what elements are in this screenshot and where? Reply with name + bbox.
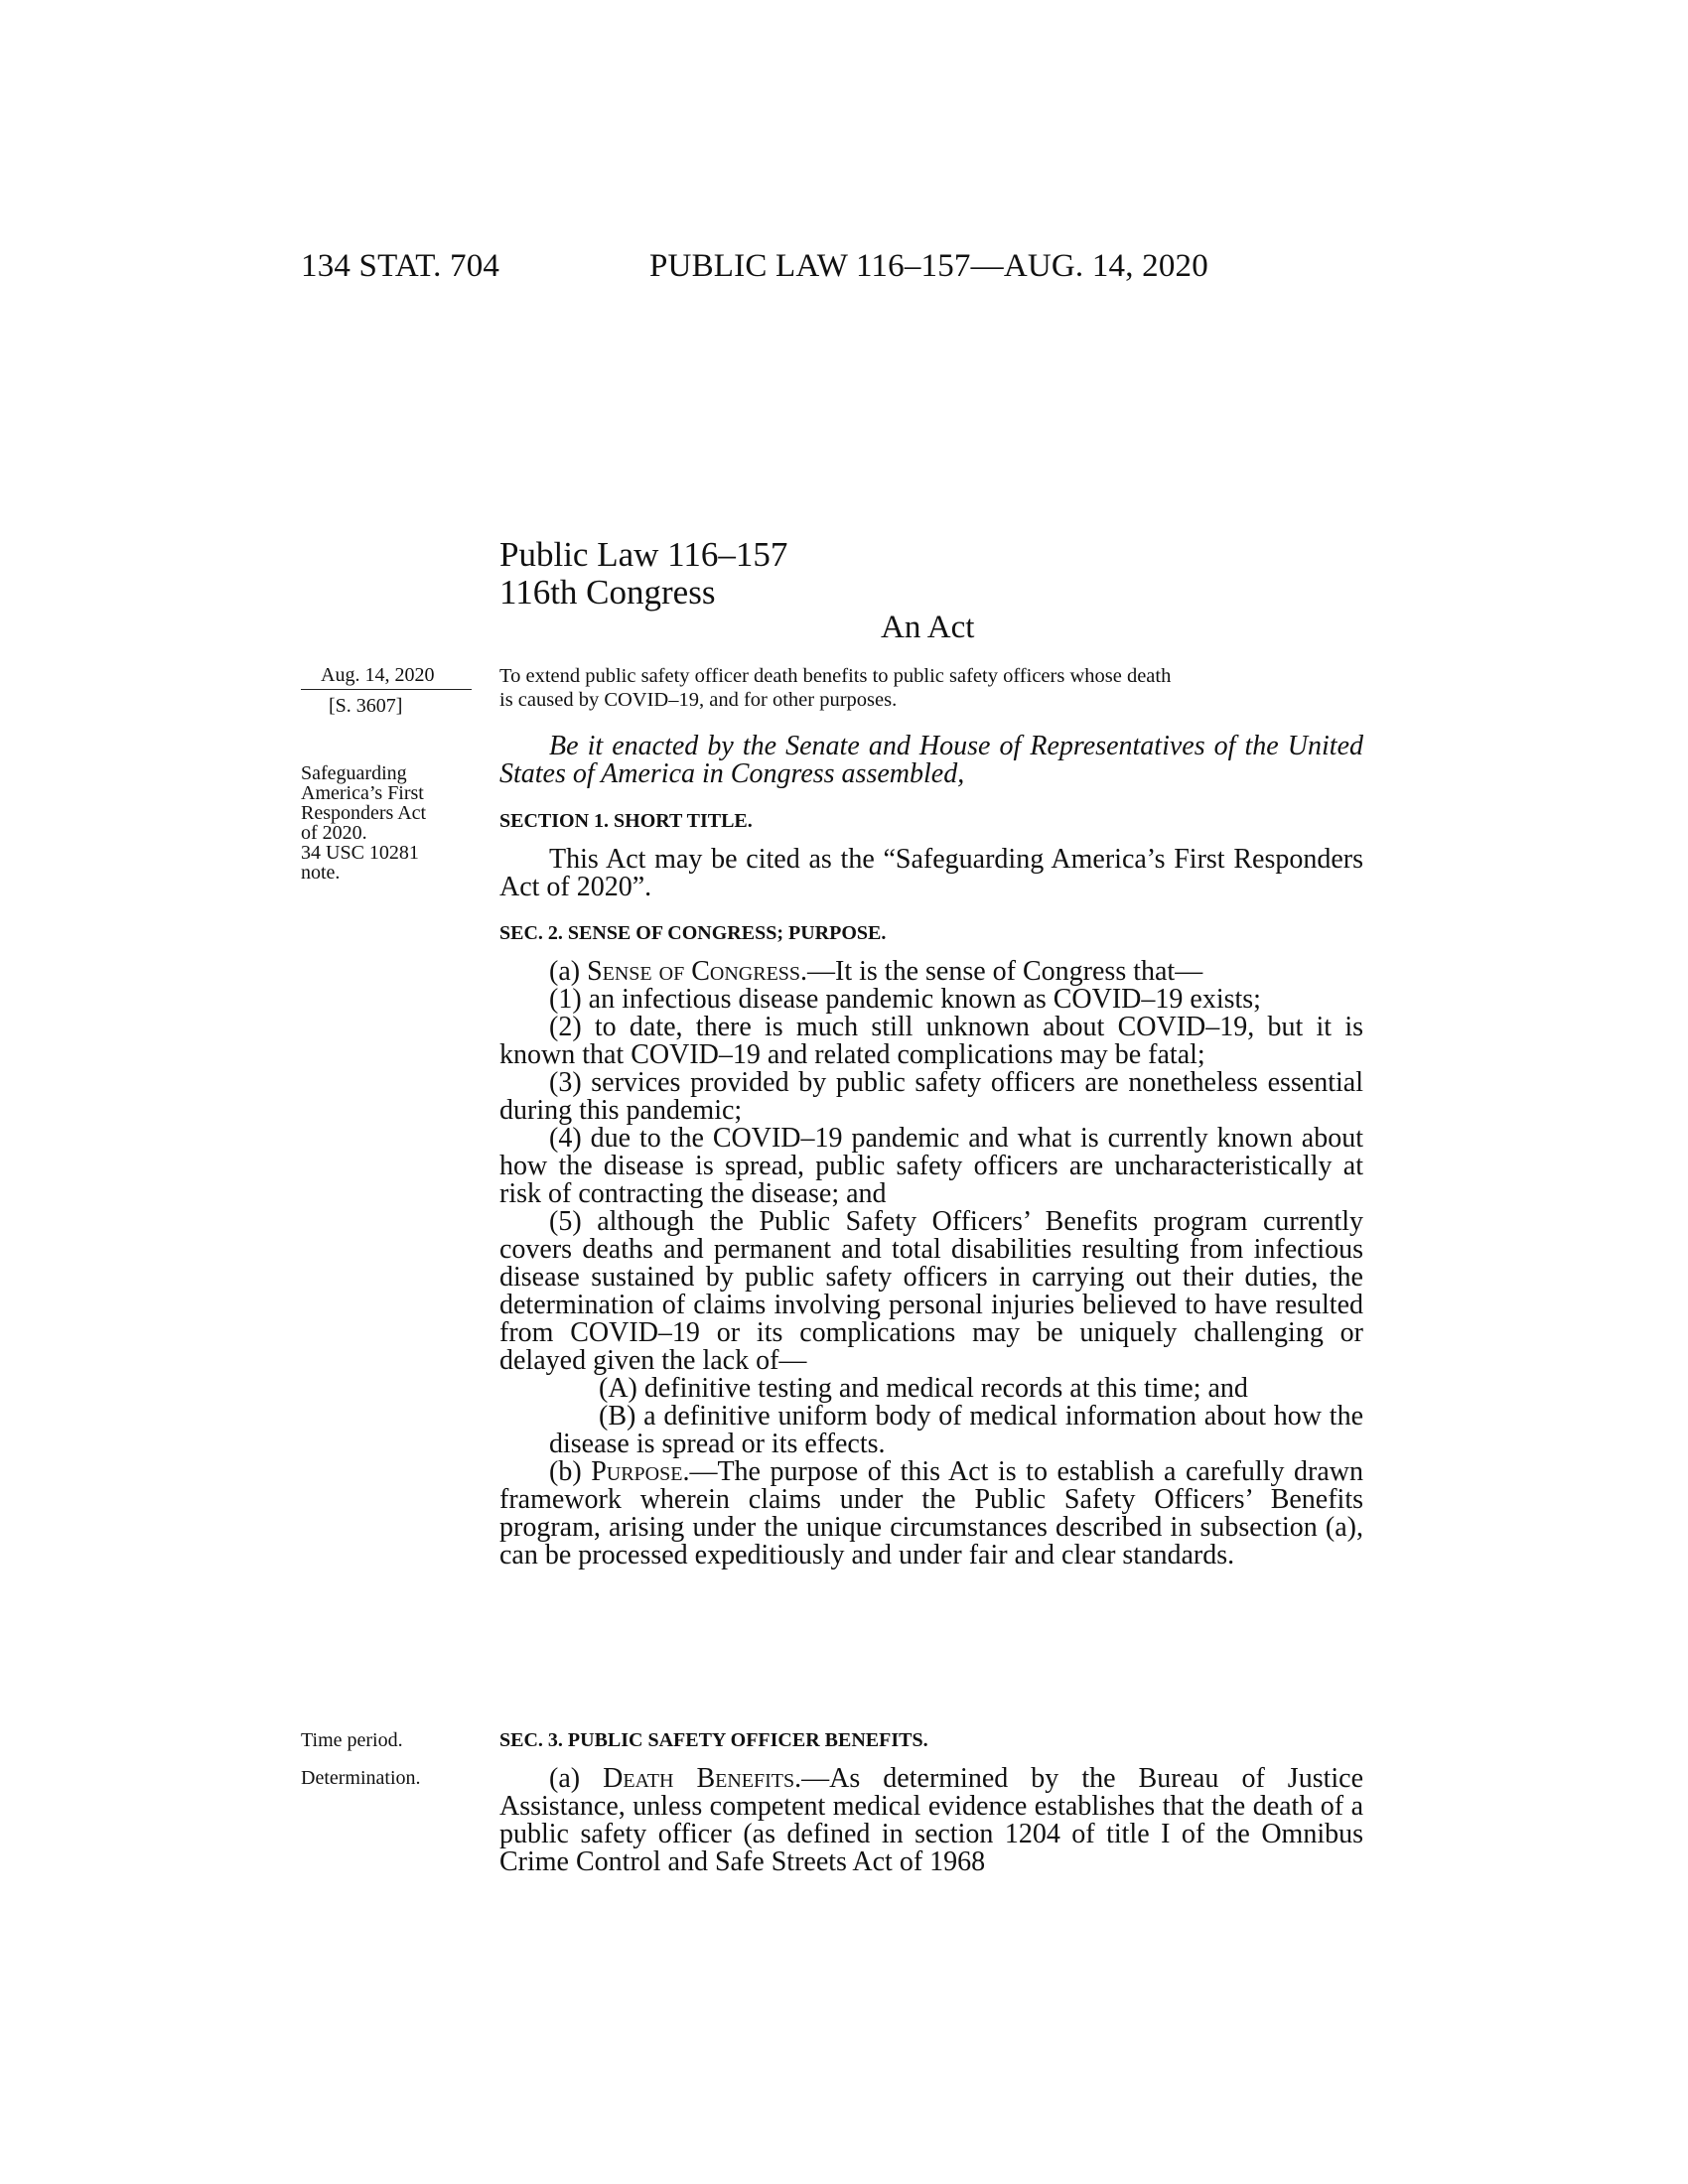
margin-note-line: Responders Act (301, 802, 427, 824)
section-3-subsection-a (499, 1765, 1363, 1876)
subparagraph-a: (A) definitive testing and medical records at this time; and (599, 1373, 1248, 1404)
stat-page-number: 134 STAT. 704 (301, 248, 500, 284)
enacting-clause-block (499, 733, 1363, 788)
public-law-title: Public Law 116–157 (499, 535, 788, 574)
long-title (499, 664, 1363, 712)
section-2-heading: SEC. 2. SENSE OF CONGRESS; PURPOSE. (499, 922, 887, 944)
section-1-text: This Act may be cited as the “Safeguarding America’s First Responders Act of 2020”. (499, 844, 1363, 902)
section-2-body (499, 958, 1363, 1570)
paragraph-2: (2) to date, there is much still unknown about COVID–19, but it is known that COVID–19 and related complications may be fatal; (499, 1012, 1363, 1070)
subsection-text: .—The purpose of this Act is to establish a carefully drawn framework wherein claims under the Public Safety Officers’ Benefits program, arising under the unique circumstances described in subsection (a), can be processed expeditiously and under fair and clear standards. (499, 1456, 1363, 1570)
an-act-heading: An Act (881, 610, 975, 645)
long-title-line: is caused by COVID–19, and for other purposes. (499, 689, 898, 711)
margin-note-line: note. (301, 862, 341, 884)
subsection-b (499, 1458, 1363, 1570)
short-title-margin-note (301, 763, 426, 883)
margin-note-line: Safeguarding (301, 762, 407, 784)
subsection-caption: Sense of Congress (587, 956, 801, 987)
long-title-line: To extend public safety officer death benefits to public safety officers whose death (499, 665, 1172, 687)
subsection-label: (a) (549, 956, 588, 987)
subparagraph-b: (B) a definitive uniform body of medical information about how the disease is spread or its effects. (549, 1401, 1363, 1459)
congress-title: 116th Congress (499, 573, 716, 612)
section-3-heading: SEC. 3. PUBLIC SAFETY OFFICER BENEFITS. (499, 1729, 928, 1751)
subsection-text: .—As determined by the Bureau of Justice Assistance, unless competent medical evidence establishes that the death of a public safety officer (as defined in section 1204 of title I of the Omnibus Crime Control and Safe Streets Act of 1968 (499, 1763, 1364, 1877)
running-head: PUBLIC LAW 116–157—AUG. 14, 2020 (649, 248, 1208, 284)
subsection-caption: Death Benefits (603, 1763, 795, 1794)
subsection-a-intro (499, 958, 1363, 986)
section-2-heading-block (499, 919, 1363, 947)
section-3-heading-block (499, 1726, 1363, 1754)
bill-number-note: [S. 3607] (329, 695, 403, 717)
section-3-body (499, 1765, 1363, 1876)
paragraph-4: (4) due to the COVID–19 pandemic and what is currently known about how the disease is spread, public safety officers are uncharacteristically at risk of contracting the disease; and (499, 1123, 1363, 1209)
margin-note-line: America’s First (301, 782, 424, 804)
determination-note: Determination. (301, 1767, 421, 1789)
paragraph-3: (3) services provided by public safety officers are nonetheless essential during this pandemic; (499, 1067, 1363, 1126)
subsection-label: (a) (549, 1763, 604, 1794)
margin-rule (301, 689, 472, 690)
section-1-body (499, 846, 1363, 901)
subsection-text: .—It is the sense of Congress that— (800, 956, 1203, 987)
subsection-caption: Purpose (591, 1456, 683, 1487)
paragraph-5: (5) although the Public Safety Officers’ Benefits program currently covers deaths and permanent and total disabilities resulting from infectious disease sustained by public safety officers in carrying out their duties, the determination of claims involving personal injuries believed to have resulted from COVID–19 or its complications may be uniquely challenging or delayed given the lack of— (499, 1206, 1363, 1376)
margin-note-line: of 2020. (301, 822, 367, 844)
paragraph-1: (1) an infectious disease pandemic known as COVID–19 exists; (549, 984, 1261, 1015)
section-1 (499, 807, 1363, 835)
subsection-label: (b) (549, 1456, 592, 1487)
time-period-note: Time period. (301, 1729, 403, 1751)
section-1-heading: SECTION 1. SHORT TITLE. (499, 810, 753, 832)
enacting-clause: Be it enacted by the Senate and House of Representatives of the United States of America in Congress assembled, (499, 731, 1363, 789)
margin-note-line: 34 USC 10281 (301, 842, 419, 864)
enactment-date-note: Aug. 14, 2020 (321, 664, 435, 686)
